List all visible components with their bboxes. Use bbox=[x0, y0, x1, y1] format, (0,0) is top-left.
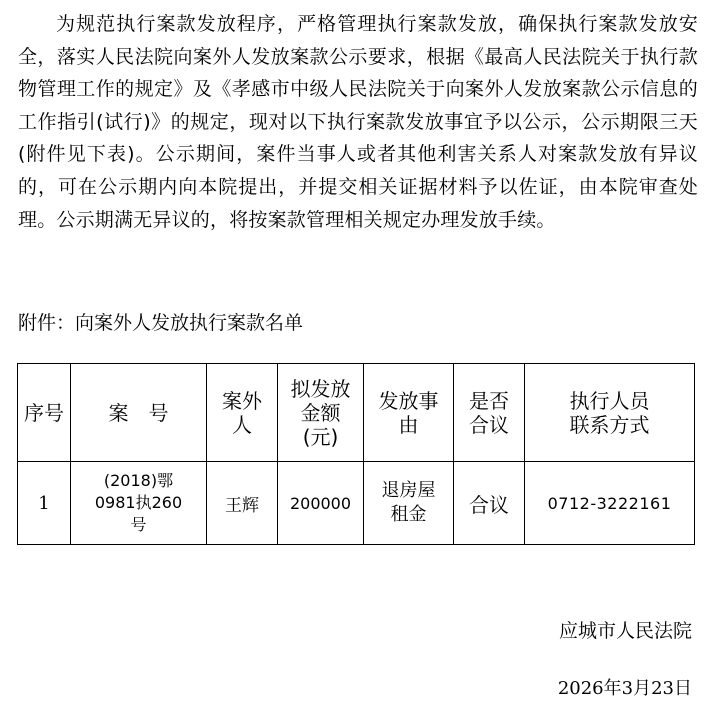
cell-case-no: (2018)鄂0981执260号 bbox=[71, 462, 207, 545]
cell-contact: 0712-3222161 bbox=[525, 462, 695, 545]
table-row bbox=[18, 462, 695, 545]
cell-outsider: 王辉 bbox=[207, 462, 278, 545]
issue-date: 2026年3月23日 bbox=[557, 678, 692, 699]
header-outsider: 案外人 bbox=[207, 364, 278, 462]
issuing-court: 应城市人民法院 bbox=[558, 620, 692, 642]
cell-agreed: 合议 bbox=[454, 462, 525, 545]
cell-reason: 退房屋租金 bbox=[364, 462, 454, 545]
notice-body: 为规范执行案款发放程序，严格管理执行案款发放，确保执行案款发放安全，落实人民法院向案外人发放案款公示要求，根据《最高人民法院关于执行款物管理工作的规定》及《孝感市中级人民法院关于向案外人发放案款公示信息的工作指引(试行)》的规定，现对以下执行案款发放事宜予以公示，公示期限三天(附件见下表)。公示期间，案件当事人或者其他利害关系人对案款发放有异议的，可在公示期内向本院提出，并提交相关证据材料予以佐证，由本院审查处理。公示期满无异议的，将按案款管理相关规定办理发放手续。 bbox=[18, 13, 698, 231]
cell-seq: 1 bbox=[18, 462, 71, 545]
header-seq: 序号 bbox=[18, 364, 71, 462]
header-amount: 拟发放金额(元) bbox=[278, 364, 364, 462]
header-contact: 执行人员联系方式 bbox=[525, 364, 695, 462]
header-agreed: 是否合议 bbox=[454, 364, 525, 462]
header-reason: 发放事由 bbox=[364, 364, 454, 462]
table-header-row bbox=[18, 364, 695, 462]
header-case-no: 案 号 bbox=[71, 364, 207, 462]
payout-table bbox=[17, 363, 695, 545]
cell-amount: 200000 bbox=[278, 462, 364, 545]
attachment-title: 附件：向案外人发放执行案款名单 bbox=[18, 312, 304, 334]
